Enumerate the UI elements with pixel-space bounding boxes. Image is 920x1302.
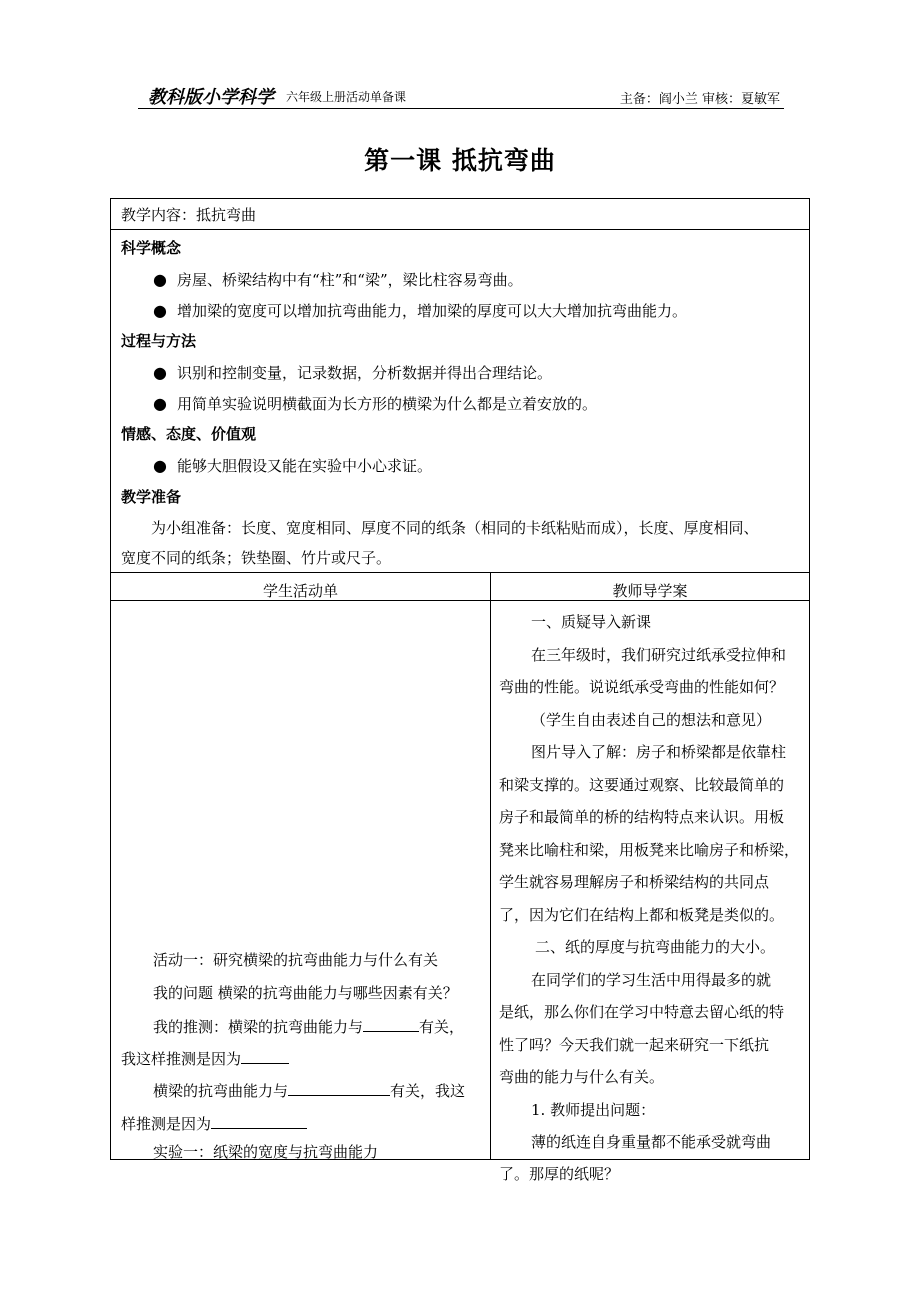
teacher-line: 了，因为它们在结构上都和板凳是类似的。 (499, 906, 785, 924)
teacher-line: 凳来比喻柱和梁，用板凳来比喻房子和桥梁， (499, 841, 800, 859)
column-header-teacher: 教师导学案 (612, 582, 688, 600)
header-authors: 主备：阎小兰 审核：夏敏军 (619, 92, 780, 107)
lesson-title: 第一课 抵抗弯曲 (364, 146, 556, 175)
blank-line (288, 1081, 390, 1096)
student-question: 我的问题 横梁的抗弯曲能力与哪些因素有关？ (153, 984, 458, 1002)
teacher-line: 房子和最简单的桥的结构特点来认识。用板 (499, 808, 785, 826)
heading-preparation: 教学准备 (121, 488, 182, 506)
bullet-icon: ● (153, 270, 167, 289)
teacher-line: 学生就容易理解房子和桥梁结构的共同点 (499, 873, 770, 891)
blank-line (211, 1114, 307, 1129)
content-label: 教学内容：抵抗弯曲 (121, 206, 257, 224)
blank-line (363, 1017, 419, 1032)
blank-line (241, 1049, 289, 1064)
bullet-icon: ● (153, 301, 167, 320)
teacher-section-title: 二、纸的厚度与抗弯曲能力的大小。 (535, 938, 776, 956)
brand-title: 教科版小学科学 (148, 87, 274, 108)
row-divider (111, 229, 809, 230)
heading-process-method: 过程与方法 (121, 332, 197, 350)
teacher-line: 性了吗？今天我们就一起来研究一下纸抗 (499, 1036, 770, 1054)
student-experiment-title: 实验一：纸梁的宽度与抗弯曲能力 (153, 1143, 379, 1161)
teacher-line: 在同学们的学习生活中用得最多的就 (531, 971, 772, 989)
preparation-line: 宽度不同的纸条；铁垫圈、竹片或尺子。 (121, 549, 392, 567)
teacher-line: 在三年级时，我们研究过纸承受拉伸和 (531, 646, 787, 664)
list-item: ● 识别和控制变量，记录数据，分析数据并得出合理结论。 (153, 363, 552, 382)
list-item: ● 房屋、桥梁结构中有“柱”和“梁”，梁比柱容易弯曲。 (153, 270, 523, 289)
teacher-line: 了。那厚的纸呢？ (499, 1165, 620, 1183)
list-item: ● 用简单实验说明横截面为长方形的横梁为什么都是立着安放的。 (153, 394, 597, 413)
teacher-line: 弯曲的能力与什么有关。 (499, 1068, 665, 1086)
teacher-line: 是纸，那么你们在学习中特意去留心纸的特 (499, 1003, 785, 1021)
teacher-line: 图片导入了解：房子和桥梁都是依靠柱 (531, 743, 787, 761)
teacher-section-title: 一、质疑导入新课 (531, 613, 652, 631)
heading-attitude: 情感、态度、价值观 (121, 425, 257, 443)
student-reason-1: 我这样推测是因为 (121, 1049, 289, 1068)
teacher-line: （学生自由表述自己的想法和意见） (531, 711, 772, 729)
teacher-line: 弯曲的性能。说说纸承受弯曲的性能如何？ (499, 678, 785, 696)
lesson-table (110, 198, 810, 1183)
teacher-line: 和梁支撑的。这要通过观察、比较最简单的 (499, 776, 785, 794)
teacher-line: 1. 教师提出问题： (531, 1101, 656, 1119)
preparation-line: 为小组准备：长度、宽度相同、厚度不同的纸条（相同的卡纸粘贴而成），长度、厚度相同、 (151, 519, 759, 537)
bullet-icon: ● (153, 456, 167, 475)
student-guess-2: 横梁的抗弯曲能力与 有关，我这 (153, 1082, 466, 1100)
student-activity-title: 活动一：研究横梁的抗弯曲能力与什么有关 (153, 951, 439, 969)
student-reason-2: 样推测是因为 (121, 1114, 307, 1133)
column-header-student: 学生活动单 (262, 582, 338, 600)
list-item: ● 增加梁的宽度可以增加抗弯曲能力，增加梁的厚度可以大大增加抗弯曲能力。 (153, 301, 687, 320)
heading-science-concept: 科学概念 (121, 239, 182, 257)
teacher-line: 薄的纸连自身重量都不能承受就弯曲 (531, 1133, 772, 1151)
student-guess-1: 我的推测：横梁的抗弯曲能力与 有关， (153, 1018, 465, 1036)
page-header (138, 80, 784, 109)
bullet-icon: ● (153, 363, 167, 382)
bullet-icon: ● (153, 394, 167, 413)
header-subtitle: 六年级上册活动单备课 (286, 90, 407, 104)
row-divider (111, 572, 809, 573)
column-divider (490, 572, 491, 1159)
list-item: ● 能够大胆假设又能在实验中小心求证。 (153, 456, 432, 475)
